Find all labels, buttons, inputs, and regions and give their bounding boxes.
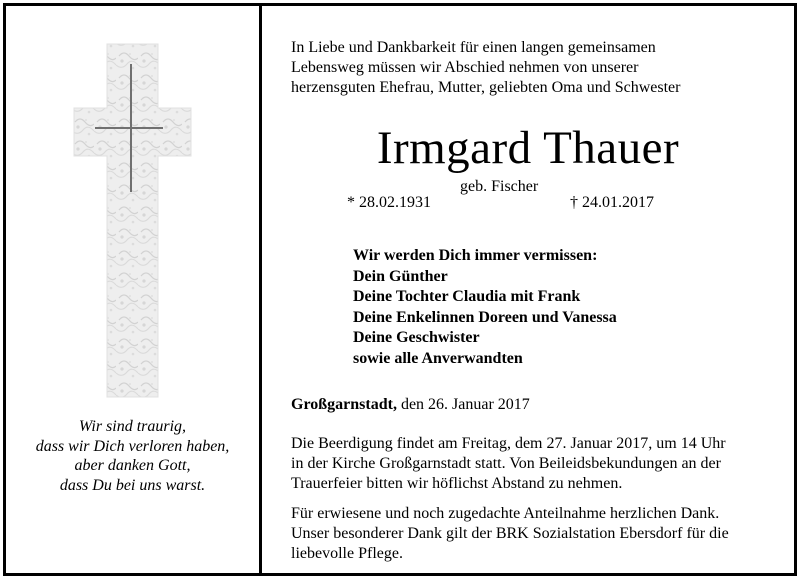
thanks-line: Unser besonderer Dank gilt der BRK Sozialstation Ebersdorf für die [291, 525, 729, 542]
notice-date: den 26. Januar 2017 [396, 396, 530, 413]
funeral-line: in der Kirche Großgarnstadt statt. Von Beileidsbekundungen an der [291, 455, 721, 472]
verse-line: aber danken Gott, [74, 457, 191, 474]
place-name: Großgarnstadt, [291, 396, 397, 413]
mourners-list [353, 246, 617, 370]
thanks-line: Für erwiesene und noch zugedachte Anteilnahme herzlichen Dank. [291, 505, 720, 522]
maiden-name: geb. Fischer [460, 178, 539, 195]
funeral-notice [291, 434, 726, 494]
intro-line: In Liebe und Dankbarkeit für einen langen gemeinsamen [291, 39, 656, 56]
right-panel [262, 6, 794, 573]
intro-line: Lebensweg müssen wir Abschied nehmen von unserer [291, 59, 639, 76]
death-date: † 24.01.2017 [570, 194, 654, 211]
mourner-line: Deine Geschwister [353, 329, 480, 347]
place-date [291, 396, 530, 414]
verse [6, 417, 259, 495]
cross-emblem [6, 6, 259, 406]
funeral-line: Trauerfeier bitten wir höflichst Abstand zu nehmen. [291, 475, 623, 492]
mourner-line: Dein Günther [353, 267, 448, 285]
deceased-name: Irmgard Thauer [376, 122, 680, 174]
verse-line: dass Du bei uns warst. [59, 476, 206, 494]
cross-icon [6, 6, 259, 406]
obituary-frame [3, 3, 797, 576]
intro-line: herzensguten Ehefrau, Mutter, geliebten Oma und Schwester [291, 79, 681, 96]
mourner-line: Wir werden Dich immer vermissen: [353, 247, 598, 264]
intro-text [291, 38, 680, 98]
verse-line: Wir sind traurig, [78, 418, 187, 435]
thanks-line: liebevolle Pflege. [291, 545, 403, 562]
thanks-notice [291, 504, 729, 564]
mourner-line: Deine Enkelinnen Doreen und Vanessa [353, 308, 617, 326]
birth-date: * 28.02.1931 [347, 194, 431, 211]
funeral-line: Die Beerdigung findet am Freitag, dem 27. Januar 2017, um 14 Uhr [291, 435, 726, 452]
mourner-line: Deine Tochter Claudia mit Frank [353, 288, 581, 306]
left-panel [6, 6, 259, 573]
mourner-line: sowie alle Anverwandten [353, 349, 523, 367]
verse-line: dass wir Dich verloren haben, [35, 437, 230, 455]
